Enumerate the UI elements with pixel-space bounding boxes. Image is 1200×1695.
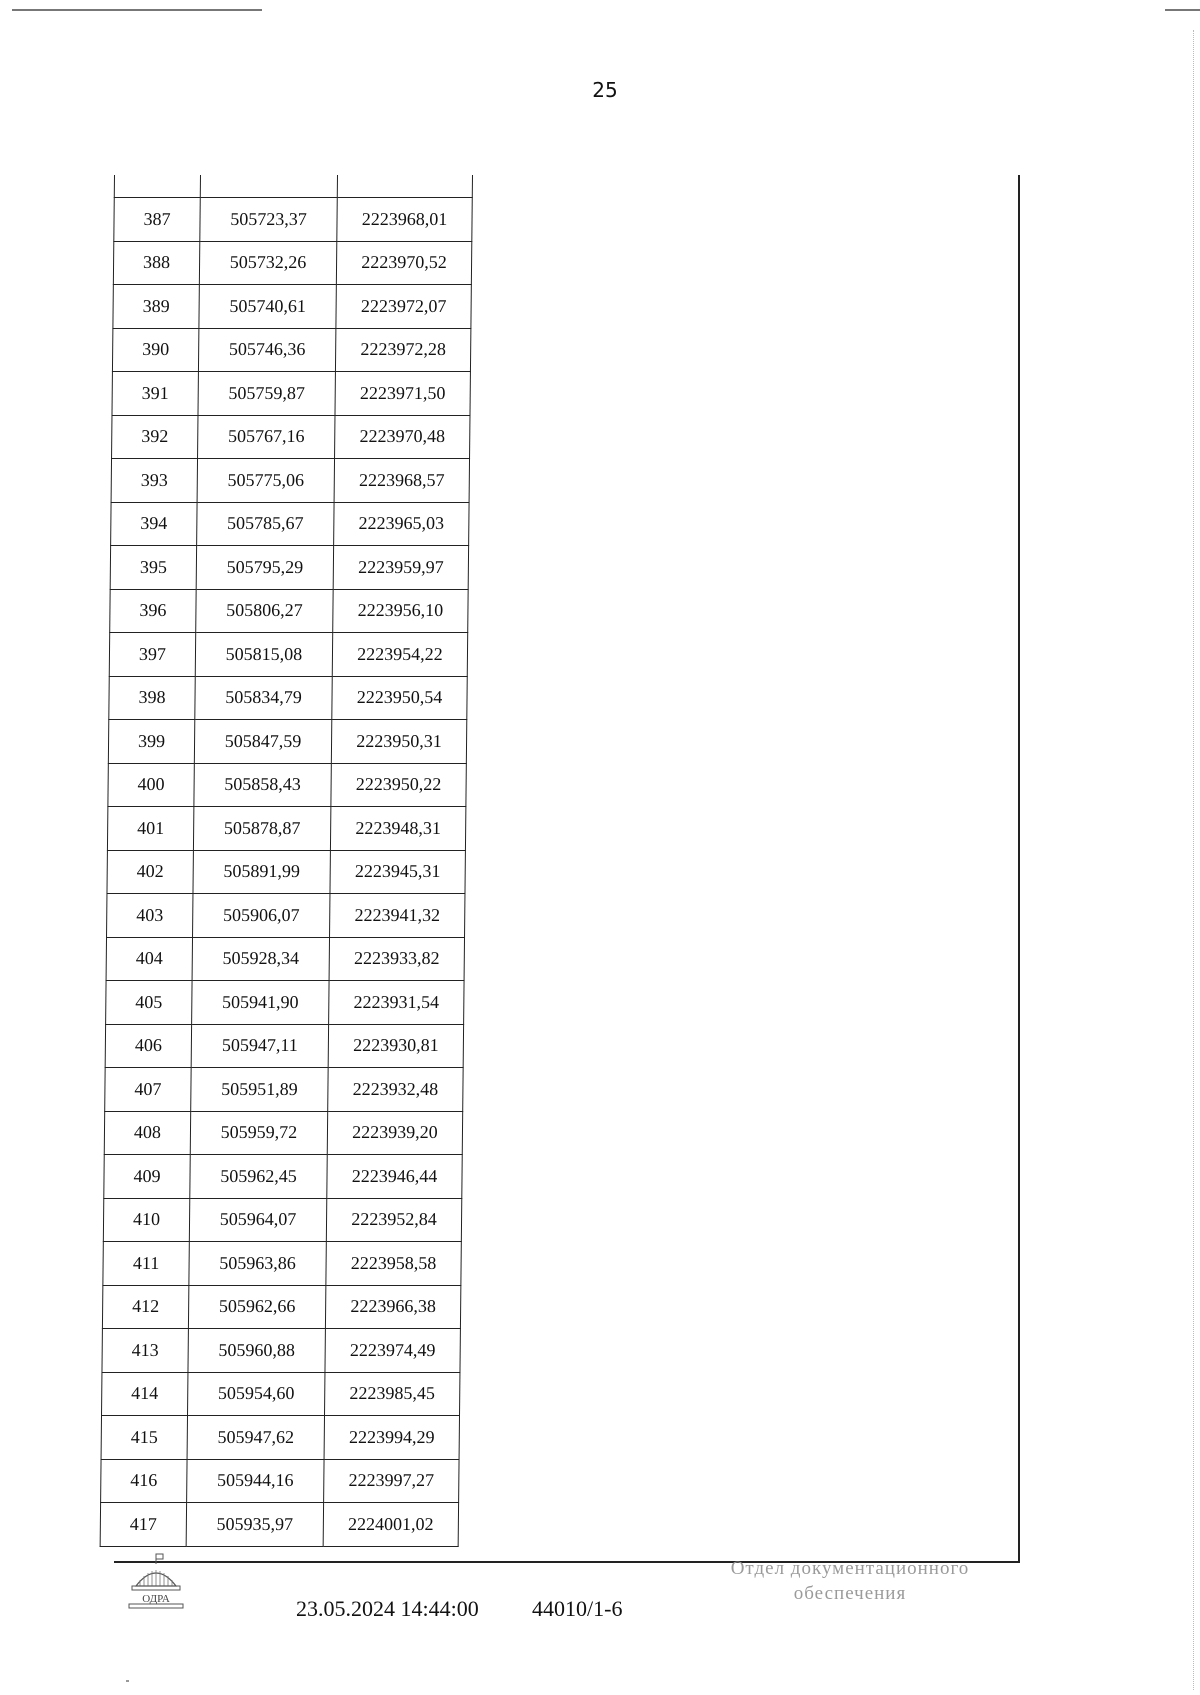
building-dome-emblem-icon xyxy=(126,1552,186,1614)
point-number-cell: 399 xyxy=(108,720,194,764)
footer-timestamp: 23.05.2024 14:44:00 xyxy=(296,1596,479,1621)
x-coordinate-cell: 505947,11 xyxy=(191,1024,328,1068)
y-coordinate-cell: 2223968,01 xyxy=(337,198,472,242)
table-row xyxy=(112,372,470,416)
table-row xyxy=(107,807,465,851)
table-row xyxy=(104,1111,462,1155)
y-coordinate-cell: 2223997,27 xyxy=(324,1459,459,1503)
x-coordinate-cell: 505935,97 xyxy=(186,1503,323,1547)
x-coordinate-cell: 505847,59 xyxy=(194,720,331,764)
table-row xyxy=(103,1242,461,1286)
y-coordinate-cell: 2223952,84 xyxy=(326,1198,461,1242)
logo-text: ОДРА xyxy=(142,1593,170,1605)
point-number-cell: 401 xyxy=(107,807,193,851)
point-number-cell: 405 xyxy=(106,981,192,1025)
table-row xyxy=(112,415,470,459)
table-row xyxy=(112,328,470,372)
point-number-cell: 403 xyxy=(107,894,193,938)
y-coordinate-cell: 2223941,32 xyxy=(330,894,465,938)
table-row xyxy=(106,937,464,981)
x-coordinate-cell: 505878,87 xyxy=(193,807,330,851)
point-number-cell: 395 xyxy=(110,546,196,590)
table-row xyxy=(107,894,465,938)
y-coordinate-cell: 2223965,03 xyxy=(334,502,469,546)
table-row xyxy=(109,633,467,677)
point-number-cell: 404 xyxy=(106,937,192,981)
x-coordinate-cell: 505759,87 xyxy=(198,372,335,416)
point-number-cell: 410 xyxy=(103,1198,189,1242)
stamp-line-1: Отдел документационного xyxy=(730,1558,970,1579)
point-number-cell: 416 xyxy=(101,1459,187,1503)
table-row xyxy=(111,502,469,546)
y-coordinate-cell: 2223966,38 xyxy=(325,1285,460,1329)
x-coordinate-cell: 505795,29 xyxy=(196,546,333,590)
x-coordinate-cell: 505740,61 xyxy=(199,285,336,329)
x-coordinate-cell: 505858,43 xyxy=(194,763,331,807)
y-coordinate-cell: 2223931,54 xyxy=(329,981,464,1025)
x-coordinate-cell: 505944,16 xyxy=(187,1459,324,1503)
y-coordinate-cell: 2223958,58 xyxy=(326,1242,461,1286)
table-header-stub xyxy=(114,175,472,198)
footer-document-code: 44010/1-6 xyxy=(532,1596,623,1621)
x-coordinate-cell: 505723,37 xyxy=(200,198,337,242)
point-number-cell: 417 xyxy=(100,1503,186,1547)
table-row xyxy=(105,1068,463,1112)
y-coordinate-cell: 2223930,81 xyxy=(328,1024,463,1068)
point-number-cell: 402 xyxy=(107,850,193,894)
y-coordinate-cell: 2223959,97 xyxy=(333,546,468,590)
table-row xyxy=(100,1503,458,1547)
point-number-cell: 412 xyxy=(102,1285,188,1329)
y-coordinate-cell: 2223994,29 xyxy=(324,1416,459,1460)
table-row xyxy=(106,981,464,1025)
table-row xyxy=(105,1024,463,1068)
point-number-cell: 388 xyxy=(113,241,199,285)
y-coordinate-cell: 2223971,50 xyxy=(335,372,470,416)
x-coordinate-cell: 505959,72 xyxy=(190,1111,327,1155)
point-number-cell: 415 xyxy=(101,1416,187,1460)
point-number-cell: 407 xyxy=(105,1068,191,1112)
x-coordinate-cell: 505941,90 xyxy=(192,981,329,1025)
x-coordinate-cell: 505962,66 xyxy=(188,1285,325,1329)
table-row xyxy=(114,198,472,242)
x-coordinate-cell: 505767,16 xyxy=(198,415,335,459)
scan-artifact-line xyxy=(1165,9,1200,11)
x-coordinate-cell: 505928,34 xyxy=(192,937,329,981)
point-number-cell: 408 xyxy=(104,1111,190,1155)
table-row xyxy=(102,1329,460,1373)
x-coordinate-cell: 505947,62 xyxy=(187,1416,324,1460)
table-row xyxy=(101,1459,459,1503)
y-coordinate-cell: 2223946,44 xyxy=(327,1155,462,1199)
point-number-cell: 387 xyxy=(114,198,200,242)
y-coordinate-cell: 2223985,45 xyxy=(325,1372,460,1416)
x-coordinate-cell: 505785,67 xyxy=(197,502,334,546)
table-row xyxy=(108,763,466,807)
point-number-cell: 411 xyxy=(103,1242,189,1286)
y-coordinate-cell: 2223945,31 xyxy=(330,850,465,894)
y-coordinate-cell: 2223932,48 xyxy=(328,1068,463,1112)
x-coordinate-cell: 505963,86 xyxy=(189,1242,326,1286)
y-coordinate-cell: 2223933,82 xyxy=(329,937,464,981)
table-row xyxy=(104,1155,462,1199)
point-number-cell: 397 xyxy=(109,633,195,677)
point-number-cell: 398 xyxy=(109,676,195,720)
table-row xyxy=(102,1372,460,1416)
page-number: 25 xyxy=(592,78,618,102)
y-coordinate-cell: 2223954,22 xyxy=(332,633,467,677)
table-row xyxy=(110,546,468,590)
y-coordinate-cell: 2223939,20 xyxy=(327,1111,462,1155)
x-coordinate-cell: 505951,89 xyxy=(191,1068,328,1112)
x-coordinate-cell: 505954,60 xyxy=(188,1372,325,1416)
point-number-cell: 396 xyxy=(110,589,196,633)
department-stamp xyxy=(700,1556,1000,1606)
point-number-cell: 413 xyxy=(102,1329,188,1373)
x-coordinate-cell: 505906,07 xyxy=(193,894,330,938)
table-row xyxy=(107,850,465,894)
point-number-cell: 400 xyxy=(108,763,194,807)
point-number-cell: 390 xyxy=(112,328,198,372)
table-row xyxy=(110,589,468,633)
y-coordinate-cell: 2223970,52 xyxy=(336,241,471,285)
y-coordinate-cell: 2223972,28 xyxy=(335,328,470,372)
x-coordinate-cell: 505964,07 xyxy=(189,1198,326,1242)
point-number-cell: 394 xyxy=(111,502,197,546)
point-number-cell: 414 xyxy=(102,1372,188,1416)
y-coordinate-cell: 2223970,48 xyxy=(335,415,470,459)
x-coordinate-cell: 505806,27 xyxy=(196,589,333,633)
table-row xyxy=(109,676,467,720)
table-row xyxy=(101,1416,459,1460)
scan-artifact-line xyxy=(12,9,262,11)
point-number-cell: 392 xyxy=(112,415,198,459)
scan-edge xyxy=(1193,30,1194,1690)
point-number-cell: 406 xyxy=(105,1024,191,1068)
table-row xyxy=(113,241,471,285)
x-coordinate-cell: 505732,26 xyxy=(199,241,336,285)
table-row xyxy=(111,459,469,503)
coordinates-table xyxy=(100,175,473,1547)
y-coordinate-cell: 2223950,22 xyxy=(331,763,466,807)
y-coordinate-cell: 2223950,54 xyxy=(332,676,467,720)
point-number-cell: 409 xyxy=(104,1155,190,1199)
y-coordinate-cell: 2223950,31 xyxy=(331,720,466,764)
x-coordinate-cell: 505746,36 xyxy=(198,328,335,372)
y-coordinate-cell: 2223972,07 xyxy=(336,285,471,329)
table-row xyxy=(103,1198,461,1242)
x-coordinate-cell: 505834,79 xyxy=(195,676,332,720)
x-coordinate-cell: 505962,45 xyxy=(190,1155,327,1199)
x-coordinate-cell: 505815,08 xyxy=(195,633,332,677)
point-number-cell: 389 xyxy=(113,285,199,329)
y-coordinate-cell: 2223948,31 xyxy=(330,807,465,851)
table-row xyxy=(102,1285,460,1329)
y-coordinate-cell: 2224001,02 xyxy=(323,1503,458,1547)
y-coordinate-cell: 2223956,10 xyxy=(333,589,468,633)
x-coordinate-cell: 505960,88 xyxy=(188,1329,325,1373)
scan-artifact-dot xyxy=(126,1680,129,1682)
point-number-cell: 391 xyxy=(112,372,198,416)
y-coordinate-cell: 2223968,57 xyxy=(334,459,469,503)
point-number-cell: 393 xyxy=(111,459,197,503)
y-coordinate-cell: 2223974,49 xyxy=(325,1329,460,1373)
x-coordinate-cell: 505891,99 xyxy=(193,850,330,894)
x-coordinate-cell: 505775,06 xyxy=(197,459,334,503)
table-row xyxy=(113,285,471,329)
table-row xyxy=(108,720,466,764)
stamp-line-2: обеспечения xyxy=(793,1583,907,1604)
